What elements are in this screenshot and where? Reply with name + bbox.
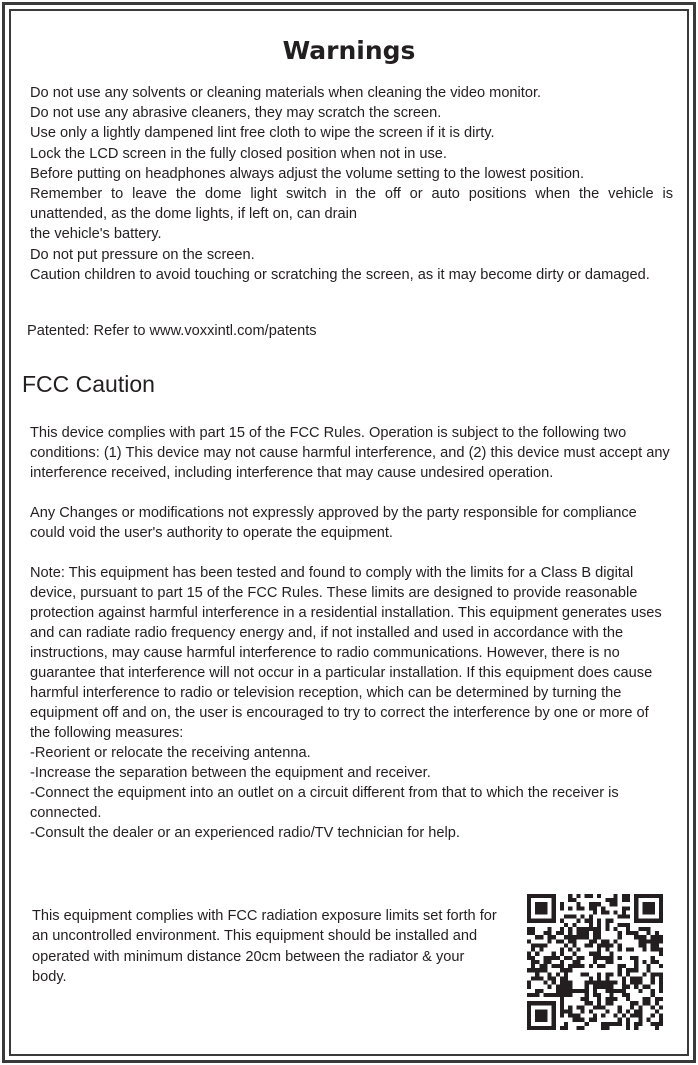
fcc-note-paragraph: Note: This equipment has been tested and found to comply with the limits for a Class B digital device, pursuant to part 15 of the FCC Rules. These limits are designed to provide reasonable protection against harmful interference in a residential installation. This equipment generates uses and can radiate radio frequency energy and, if not installed and used in accordance with the instructions, may cause harmful interference to radio communications. However, there is no guarantee that interference will not occur in a particular installation. If this equipment does cause harmful interference to radio or television reception, which can be determined by turning the equipment off and on, the user is encouraged to try to correct the interference by one or more of the following measures: xyxy=(30,565,662,741)
fcc-caution-heading: FCC Caution xyxy=(22,371,155,397)
warnings-list xyxy=(30,83,673,285)
warning-item: Use only a lightly dampened lint free cloth to wipe the screen if it is dirty. xyxy=(30,125,495,142)
patent-notice: Patented: Refer to www.voxxintl.com/patents xyxy=(27,323,317,339)
fcc-compliance-paragraph: This device complies with part 15 of the FCC Rules. Operation is subject to the following two conditions: (1) This device may not cause harmful interference, and (2) this device must accept any interference received, including interference that may cause undesired operation. xyxy=(30,425,670,481)
warning-item: Do not use any solvents or cleaning materials when cleaning the video monitor. xyxy=(30,85,542,101)
warning-item: Remember to leave the dome light switch in the off or auto positions when the vehicle is unattended, as the dome lights, if left on, can drain xyxy=(30,186,673,223)
fcc-measure-item: -Consult the dealer or an experienced radio/TV technician for help. xyxy=(30,825,460,841)
fcc-measure-item: -Reorient or relocate the receiving antenna. xyxy=(30,745,311,761)
warning-item: Do not put pressure on the screen. xyxy=(30,246,255,263)
warnings-title: Warnings xyxy=(282,36,416,65)
fcc-measures-list xyxy=(30,743,670,843)
qr-code-icon xyxy=(527,894,663,1030)
rf-exposure-statement: This equipment complies with FCC radiation exposure limits set forth for an uncontrolled environment. This equipment should be installed and operated with minimum distance 20cm between the radiator & your body. xyxy=(32,908,497,985)
fcc-caution-body xyxy=(30,423,670,843)
warning-item: Before putting on headphones always adjust the volume setting to the lowest position. xyxy=(30,165,585,182)
fcc-measure-item: -Connect the equipment into an outlet on a circuit different from that to which the receiver is connected. xyxy=(30,785,619,821)
fcc-measure-item: -Increase the separation between the equipment and receiver. xyxy=(30,765,431,781)
warning-item: Lock the LCD screen in the fully closed position when not in use. xyxy=(30,145,447,162)
fcc-modifications-paragraph: Any Changes or modifications not expressly approved by the party responsible for compliance could void the user's authority to operate the equipment. xyxy=(30,505,637,541)
warning-item: Do not use any abrasive cleaners, they may scratch the screen. xyxy=(30,105,442,122)
warning-item: Caution children to avoid touching or scratching the screen, as it may become dirty or damaged. xyxy=(30,266,650,283)
warning-item: the vehicle's battery. xyxy=(30,226,162,243)
